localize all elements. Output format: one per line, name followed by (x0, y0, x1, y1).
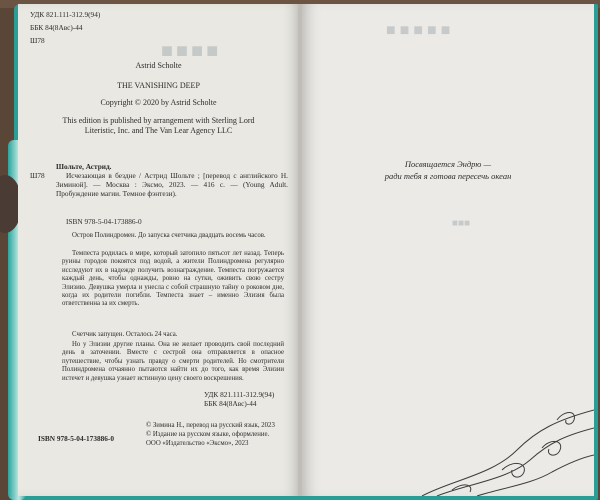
udk-code: УДК 821.111-312.9(94) (30, 10, 101, 19)
copyright-edition: © Издание на русском языке, оформление. (146, 431, 270, 438)
left-page (18, 4, 299, 496)
dedication-line-2: ради тебя я готова пересечь океан (384, 171, 512, 181)
isbn-bottom: ISBN 978-5-04-173886-0 (38, 434, 115, 443)
udk-code-bottom: УДК 821.111-312.9(94) (204, 390, 275, 399)
dedication-line-1: Посвящается Эндрю — (404, 159, 492, 169)
original-title: THE VANISHING DEEP (117, 81, 200, 90)
copyright-translation: © Зимина Н., перевод на русский язык, 2023 (146, 422, 275, 429)
bbk-code: ББК 84(8Авс)-44 (30, 23, 83, 32)
catalog-code-top: Ш78 (30, 36, 45, 45)
original-author: Astrid Scholte (135, 61, 182, 70)
wave-curl (557, 413, 574, 425)
show-through-text: ■■■ (452, 218, 471, 229)
wave-line (422, 410, 594, 496)
summary-paragraph-4: Но у Элизии другие планы. Она не желает проводить свой последний день в заточении. Вместе с сестрой она отправляется в опасное путешествие, чтобы узнать правду о смерти родителей. Но смотрители Полиндромена отчаянно пытаются найти их до того, как время Элизии истечет и девушка узнает истинную цену своего воскрешения. (62, 341, 284, 382)
summary-paragraph-2: Темпеста родилась в мире, который затопило пятьсот лет назад. Теперь руины городов покоятся под водой, а жители Полиндромена регулярно исследуют их в надежде получить вознаграждение. Темпеста погружается каждый день, чтобы однажды, ровно на сутки, оживить свою сестру Элизию. Девушка умерла и унесла с собой страшную тайну о роковом дне, когда их родители погибли. Темпеста знает – именно Элизия была ответственна за их смерть. (62, 250, 284, 308)
wave-line (477, 455, 594, 496)
bbk-code-bottom: ББК 84(8Авс)-44 (204, 399, 257, 408)
summary-paragraph-3: Счетчик запущен. Осталось 24 часа. (72, 331, 178, 338)
arrangement-line-1: This edition is published by arrangement with Sterling Lord (62, 116, 255, 125)
catalog-code: Ш78 (30, 171, 45, 180)
catalog-entry: Исчезающая в бездне / Астрид Шольте ; [перевод с английского Н. Зиминой]. — Москва : Эксмо, 2023. — 416 с. — (Young Adult. Пробуждение магии. Темное фэнтези). (56, 171, 288, 198)
dedication (302, 158, 594, 182)
wave-illustration (302, 380, 594, 496)
summary-paragraph-1: Остров Полиндромен. До запуска счетчика двадцать восемь часов. (72, 232, 266, 239)
wave-curl (502, 463, 524, 477)
copyright-original: Copyright © 2020 by Astrid Scholte (100, 98, 217, 107)
arrangement-line-2: Literistic, Inc. and The Van Lear Agency LLC (84, 126, 233, 135)
catalog-heading: Шольте, Астрид. (56, 162, 112, 171)
isbn-mid: ISBN 978-5-04-173886-0 (66, 217, 142, 226)
show-through-text: ■■■■■ (382, 22, 451, 39)
show-through-text: ■■■■ (158, 40, 219, 62)
copyright-publisher: ООО «Издательство «Эксмо», 2023 (146, 440, 249, 447)
